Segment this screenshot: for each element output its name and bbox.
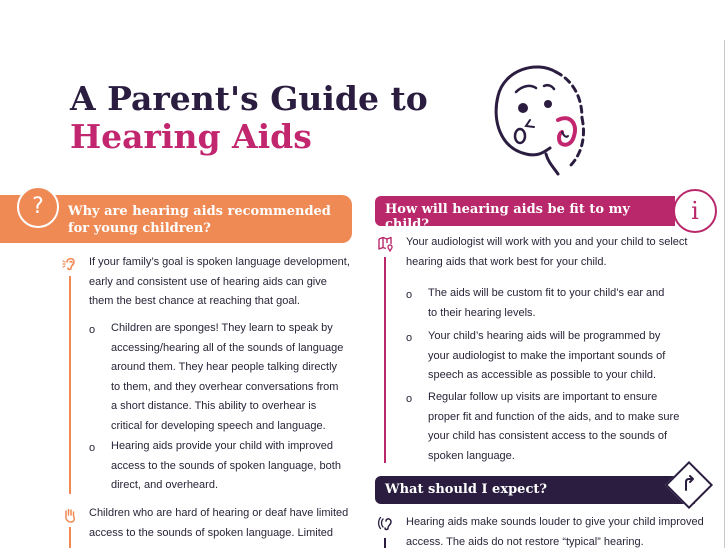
page-edge (724, 40, 725, 548)
info-icon: i (673, 189, 717, 233)
child-face-illustration (486, 62, 596, 178)
hand-icon (62, 507, 78, 523)
question-mark-icon: ? (17, 186, 59, 228)
left-intro-text: If your family’s goal is spoken language development, early and consistent use of hearing aids can give them the best chance at reaching that goal. (89, 256, 350, 307)
hearing-sound-icon (378, 515, 394, 531)
left-para-2: Children who are hard of hearing or deaf have limited access to the sounds of spoken language. Limited (89, 507, 349, 539)
page-title (70, 80, 428, 156)
title-line-2: Hearing Aids (70, 117, 312, 156)
bullet-marker: o (89, 442, 96, 454)
expect-section-header (375, 476, 695, 504)
turn-arrow-icon (677, 471, 701, 495)
ear-icon (62, 256, 78, 272)
right-accent-line-2 (384, 538, 386, 548)
right-intro-text: Your audiologist will work with you and your child to select hearing aids that work best for your child. (406, 236, 688, 268)
left-accent-line-2 (69, 527, 71, 548)
left-bullet-2: Hearing aids provide your child with improved access to the sounds of spoken language, both direct, and overheard. (111, 440, 341, 491)
bullet-marker: o (406, 332, 413, 344)
right-bullet-2: Your child’s hearing aids will be programmed by your audiologist to make the important sounds of speech as accessible as possible to your child. (428, 330, 666, 381)
expect-section-header-text: What should I expect? (385, 482, 547, 497)
title-line-1: A Parent's Guide to (70, 79, 428, 118)
right-para-2: Hearing aids make sounds louder to give your child improved access. The aids do not restore “typical” hearing. (406, 516, 704, 548)
left-accent-line-1 (69, 276, 71, 494)
right-section-header-text: How will hearing aids be fit to my child? (385, 202, 630, 232)
right-accent-line-1 (384, 257, 386, 463)
left-section-header-text: Why are hearing aids recommended for young children? (68, 204, 331, 236)
map-pin-icon (378, 236, 394, 252)
right-section-header (375, 196, 675, 232)
bullet-marker: o (406, 289, 413, 301)
left-bullet-1: Children are sponges! They learn to speak by accessing/hearing all of the sounds of language around them. They hear people talking directly to them, and they overhear conversations from a short distance. This ability to overhear is critical for developing speech and language. (111, 322, 344, 432)
bullet-marker: o (406, 393, 413, 405)
right-bullet-1: The aids will be custom fit to your child’s ear and to their hearing levels. (428, 287, 665, 319)
right-bullet-3: Regular follow up visits are important to ensure proper fit and function of the aids, and to make sure your child has consistent access to the sounds of spoken language. (428, 391, 680, 462)
bullet-marker: o (89, 324, 96, 336)
